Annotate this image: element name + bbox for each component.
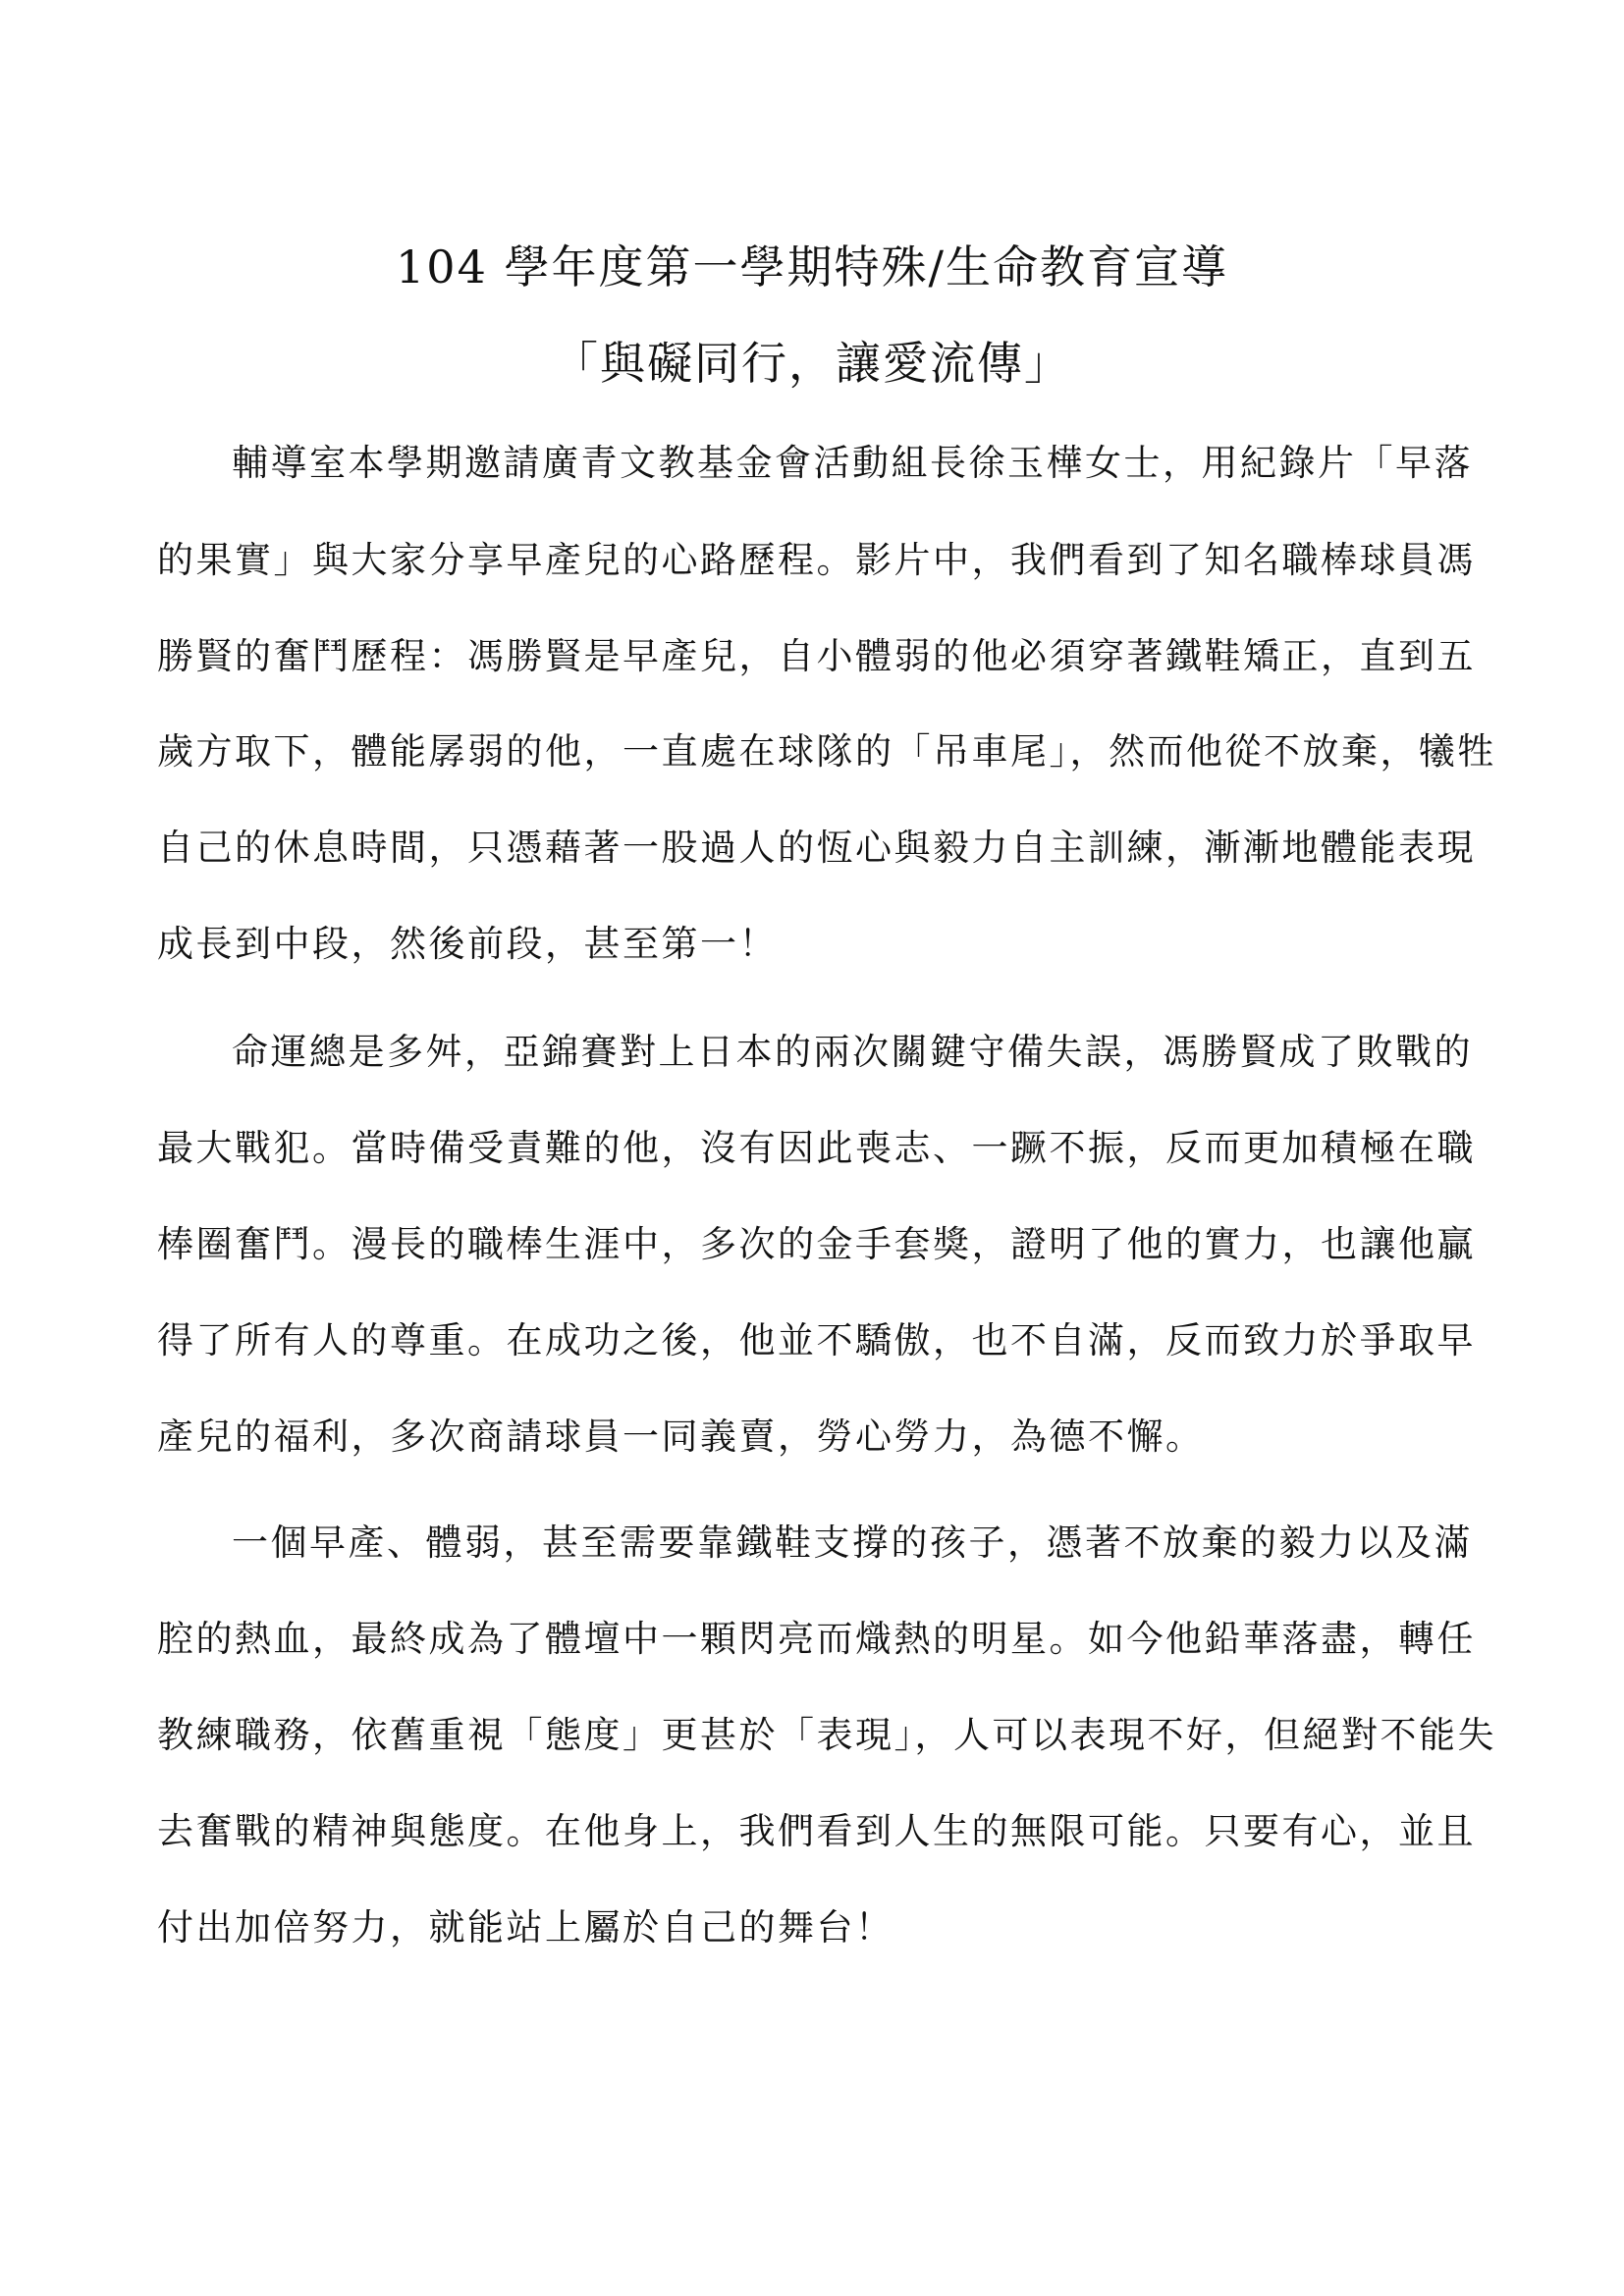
paragraph-1-line-4: 歲方取下，體能孱弱的他，一直處在球隊的「吊車尾」，然而他從不放棄，犧牲	[157, 730, 1496, 773]
paragraph-1-line-3: 勝賢的奮鬥歷程：馮勝賢是早產兒，自小體弱的他必須穿著鐵鞋矯正，直到五	[157, 635, 1476, 677]
document-title: 104 學年度第一學期特殊/生命教育宣導	[396, 240, 1228, 294]
paragraph-1-line-1: 輔導室本學期邀請廣青文教基金會活動組長徐玉樺女士，用紀錄片「早落	[232, 442, 1473, 484]
paragraph-1-line-2: 的果實」與大家分享早產兒的心路歷程。影片中，我們看到了知名職棒球員馮	[157, 539, 1476, 581]
paragraph-3-line-3: 教練職務，依舊重視「態度」更甚於「表現」，人可以表現不好，但絕對不能失	[157, 1714, 1496, 1756]
paragraph-1-line-5: 自己的休息時間，只憑藉著一股過人的恆心與毅力自主訓練，漸漸地體能表現	[157, 827, 1476, 869]
paragraph-3-line-4: 去奮戰的精神與態度。在他身上，我們看到人生的無限可能。只要有心，並且	[157, 1810, 1476, 1852]
paragraph-2-line-5: 產兒的福利，多次商請球員一同義賣，勞心勞力，為德不懈。	[157, 1415, 1205, 1458]
paragraph-3-line-2: 腔的熱血，最終成為了體壇中一顆閃亮而熾熱的明星。如今他鉛華落盡，轉任	[157, 1618, 1476, 1660]
paragraph-3-line-5: 付出加倍努力，就能站上屬於自己的舞台！	[157, 1906, 894, 1949]
paragraph-1-line-6: 成長到中段，然後前段，甚至第一！	[157, 923, 778, 965]
paragraph-2-line-1: 命運總是多舛，亞錦賽對上日本的兩次關鍵守備失誤，馮勝賢成了敗戰的	[232, 1031, 1473, 1073]
paragraph-2-line-2: 最大戰犯。當時備受責難的他，沒有因此喪志、一蹶不振，反而更加積極在職	[157, 1127, 1476, 1169]
paragraph-2-line-3: 棒圈奮鬥。漫長的職棒生涯中，多次的金手套獎，證明了他的實力，也讓他贏	[157, 1223, 1476, 1265]
document-subtitle: 「與礙同行，讓愛流傳」	[553, 337, 1071, 390]
paragraph-2-line-4: 得了所有人的尊重。在成功之後，他並不驕傲，也不自滿，反而致力於爭取早	[157, 1319, 1476, 1362]
paragraph-3-line-1: 一個早產、體弱，甚至需要靠鐵鞋支撐的孩子，憑著不放棄的毅力以及滿	[232, 1522, 1473, 1564]
